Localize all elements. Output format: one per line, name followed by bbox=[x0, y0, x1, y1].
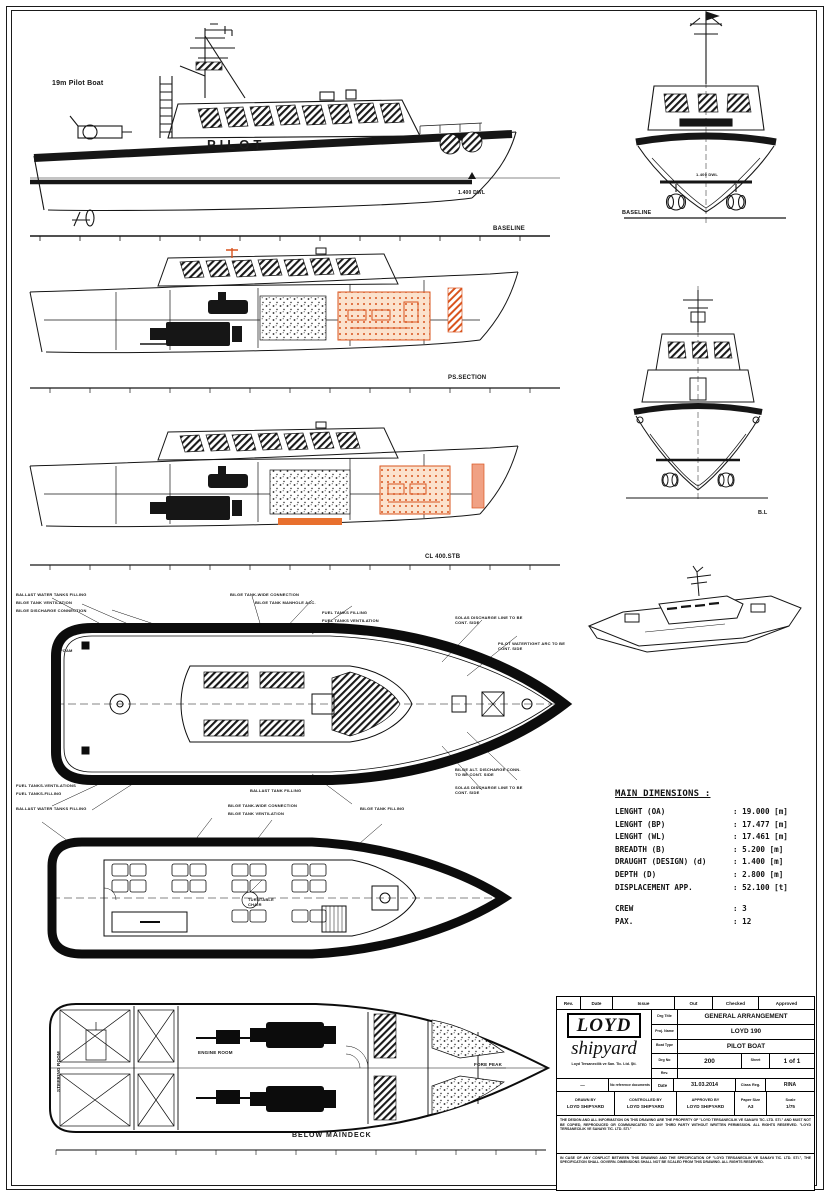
class-value: RINA bbox=[783, 1082, 797, 1088]
header-issue: Issue bbox=[613, 997, 675, 1009]
profile-baseline-label: BASELINE bbox=[493, 226, 525, 232]
cl-baseline bbox=[30, 565, 560, 570]
project-row bbox=[652, 1025, 814, 1040]
paper-size-label: Paper Size bbox=[740, 1098, 761, 1102]
dimension-row: DEPTH (D) : 2.800 [m] bbox=[615, 869, 784, 879]
profile-dwl-label: 1.400 DWL bbox=[458, 190, 486, 196]
callout: BALLAST WATER TANKS FILLING bbox=[16, 592, 87, 597]
turntable-chair-label: TURNTABLE CHAIR bbox=[248, 897, 274, 907]
cl-engine bbox=[150, 466, 248, 520]
bow2-mast bbox=[683, 290, 713, 332]
scale-label: Scale bbox=[785, 1098, 796, 1102]
title-block-header bbox=[557, 997, 814, 1010]
scale-cell bbox=[767, 1092, 814, 1115]
drg-title-label: Drg Title bbox=[652, 1010, 678, 1024]
ps-engine bbox=[150, 292, 248, 346]
doc-code: — bbox=[557, 1079, 609, 1091]
profile-title: 19m Pilot Boat bbox=[52, 80, 104, 87]
pax-row: PAX. : 12 bbox=[615, 916, 752, 926]
dimension-row: LENGHT (OA) : 19.000 [m] bbox=[615, 807, 788, 816]
profile-mast bbox=[180, 24, 245, 98]
main-dimensions-title: MAIN DIMENSIONS : bbox=[615, 789, 711, 799]
dimension-row: LENGHT (BP) : 17.477 [m] bbox=[615, 819, 788, 829]
callout: BILGE ALT. DISCHARGE CONN. TO BE CONT. SIDE bbox=[455, 767, 521, 777]
dimension-row: DISPLACEMENT APP. : 52.100 [t] bbox=[615, 882, 788, 892]
header-rev: Rev. bbox=[557, 997, 581, 1009]
logo-loyd: LOYD bbox=[567, 1013, 642, 1038]
callout: BILGE TANK VENTILATION bbox=[228, 811, 285, 816]
callout: BILGE TANK VENTILATION bbox=[16, 600, 73, 605]
ps-stipple-block bbox=[260, 296, 326, 340]
approved-by-cell bbox=[677, 1092, 735, 1115]
bow-baseline-label: BASELINE bbox=[622, 210, 652, 216]
signature-row bbox=[557, 1092, 814, 1116]
bow-view-2-drawing bbox=[618, 282, 783, 534]
drawn-by-cell bbox=[557, 1092, 615, 1115]
engine-room-label: ENGINE ROOM bbox=[198, 1050, 233, 1055]
steering-room-label: STEERING ROOM bbox=[56, 1051, 61, 1092]
callout: PILOT WATERTIGHT ARC TO BE CONT. SIDE bbox=[498, 641, 566, 651]
date-label: Date bbox=[652, 1079, 674, 1091]
header-date: Date bbox=[581, 997, 613, 1009]
callout: BILGE TANK-WIDE CONNECTION bbox=[230, 592, 300, 597]
controlled-by-label: CONTROLLED BY bbox=[629, 1098, 662, 1102]
dimension-row: DRAUGHT (DESIGN) (d) : 1.400 [m] bbox=[615, 857, 784, 867]
header-checked: Checked bbox=[713, 997, 759, 1009]
controlled-by-cell bbox=[615, 1092, 677, 1115]
notice-paragraph: IN CASE OF ANY CONFLICT BETWEEN THIS DRAWING AND THE SPECIFICATION OF "LOYD TERSANECILIK VE SANAYII TIC. LTD. STI.", THE SPECIFICATION SHALL GOVERN. DIMENSIONS SHALL NOT BE SCALED FROM THIS DRAWING. ALL RIGHTS RESERVED. bbox=[560, 1155, 811, 1165]
notice-paragraph: THE DESIGN AND ALL INFORMATION ON THIS DRAWING ARE THE PROPERTY OF "LOYD TERSANECILIK VE SANAYII TIC. LTD. STI." AND MUST NOT BE COPIED, REPRODUCED OR COMMUNICATED TO ANY THIRD PARTY WITHOUT WRITTEN PERMISSION. ALL RIGHTS RESERVED. "LOYD TERSANECILIK VE SANAYII TIC. LTD. STI." bbox=[557, 1116, 814, 1154]
class-label: Class Reg. bbox=[736, 1079, 766, 1091]
callout: FUEL TANKS VENTILATION bbox=[322, 618, 379, 623]
cl-stipple-block bbox=[270, 470, 350, 514]
callout: FOAM bbox=[60, 648, 73, 653]
cl-cabin-area bbox=[380, 466, 450, 514]
callout: BILGE DISCHARGE CONNECTION bbox=[16, 608, 87, 613]
date-row bbox=[557, 1079, 814, 1092]
callout: SOLAS DISCHARGE LINE TO BE CONT. SIDE bbox=[455, 785, 523, 795]
bow-mast bbox=[690, 12, 722, 84]
cl-superstructure bbox=[158, 422, 398, 460]
ps-superstructure bbox=[158, 248, 398, 286]
ps-cabin-area bbox=[338, 292, 430, 340]
cl-bench bbox=[278, 518, 342, 525]
boat-type-label: Boat Type bbox=[652, 1040, 678, 1054]
paper-size-value: A3 bbox=[747, 1104, 754, 1109]
controlled-by-value: LOYD SHIPYARD bbox=[626, 1104, 665, 1109]
bow-dwl-label: 1.400 DWL bbox=[696, 172, 719, 177]
cl-pink-panel bbox=[472, 464, 484, 508]
below-scale-bar bbox=[56, 1150, 546, 1155]
drg-no-value: 200 bbox=[678, 1054, 742, 1068]
callout: BALLAST WATER TANKS FILLING bbox=[16, 806, 87, 811]
cl-section-drawing bbox=[20, 420, 565, 575]
ps-baseline bbox=[30, 388, 560, 393]
below-maindeck-caption: BELOW MAINDECK bbox=[292, 1132, 372, 1139]
callout: BILGE TANK FILLING bbox=[360, 806, 405, 811]
header-out: Out bbox=[675, 997, 713, 1009]
title-block-notices bbox=[557, 1116, 814, 1190]
crew-row: CREW : 3 bbox=[615, 904, 747, 914]
callout: FUEL TANKS-VENTILATIONS bbox=[16, 783, 76, 788]
persp-mast bbox=[687, 566, 711, 596]
project-label: Proj. Name bbox=[652, 1025, 678, 1039]
callout: FUEL TANKS FILLING bbox=[322, 610, 368, 615]
header-approved: Approved bbox=[775, 1000, 798, 1006]
sheet-value: 1 of 1 bbox=[783, 1057, 801, 1065]
callout: BILGE TANK MANHOLE ACC. bbox=[255, 600, 316, 605]
approved-by-value: LOYD SHIPYARD bbox=[686, 1104, 725, 1109]
rev-row bbox=[652, 1069, 814, 1078]
scale-value: 1/75 bbox=[786, 1104, 795, 1109]
date-value: 31.03.2014 bbox=[674, 1079, 736, 1091]
ps-section-caption: PS.SECTION bbox=[448, 375, 487, 381]
bow2-bl-label: B.L bbox=[758, 510, 768, 516]
dimension-row: BREADTH (B) : 5.200 [m] bbox=[615, 844, 784, 854]
profile-baseline bbox=[30, 236, 550, 241]
cl-section-caption: CL 400.STB bbox=[425, 554, 461, 560]
cabin-plan-drawing bbox=[12, 816, 532, 976]
rev-label: Rev. bbox=[652, 1069, 678, 1078]
main-dimensions-table bbox=[615, 789, 817, 928]
profile-wheelhouse bbox=[168, 90, 420, 138]
shipyard-address: Loyd Tersanecilik ve San. Tic. Ltd. Şti. bbox=[571, 1062, 637, 1066]
callout: BALLAST TANK FILLING bbox=[250, 788, 302, 793]
approved-by-label: APPROVED BY bbox=[691, 1098, 720, 1102]
title-block bbox=[556, 996, 815, 1191]
drg-title-row bbox=[652, 1010, 814, 1025]
shipyard-logo bbox=[557, 1010, 652, 1078]
bow-propellers bbox=[667, 184, 746, 210]
paper-size-cell bbox=[735, 1092, 767, 1115]
drg-title-value: GENERAL ARRANGEMENT bbox=[704, 1013, 788, 1021]
project-value: LOYD 190 bbox=[730, 1028, 762, 1036]
ps-hatched-door bbox=[448, 288, 462, 332]
reference-note: No reference documents bbox=[609, 1079, 652, 1091]
callout: FUEL TANKS-FILLING bbox=[16, 791, 62, 796]
drg-no-label: Drg No bbox=[652, 1054, 678, 1068]
drawn-by-label: DRAWN BY bbox=[575, 1098, 596, 1102]
drawn-by-value: LOYD SHIPYARD bbox=[566, 1104, 605, 1109]
boat-type-value: PILOT BOAT bbox=[726, 1042, 766, 1050]
perspective-view-drawing bbox=[575, 552, 810, 667]
dimension-row: LENGHT (WL) : 17.461 [m] bbox=[615, 832, 788, 842]
profile-view-drawing bbox=[20, 6, 565, 250]
hull-name-text: PILOT bbox=[207, 137, 266, 152]
callout: SOLAS DISCHARGE LINE TO BE CONT. SIDE bbox=[455, 615, 523, 625]
sheet-label: Sheet bbox=[742, 1054, 770, 1068]
logo-shipyard: shipyard bbox=[571, 1038, 637, 1059]
fore-peak-label: FORE PEAK bbox=[474, 1062, 503, 1067]
drg-no-row bbox=[652, 1054, 814, 1069]
boat-type-row bbox=[652, 1040, 814, 1055]
callout: BILGE TANK-WIDE CONNECTION bbox=[228, 803, 298, 808]
